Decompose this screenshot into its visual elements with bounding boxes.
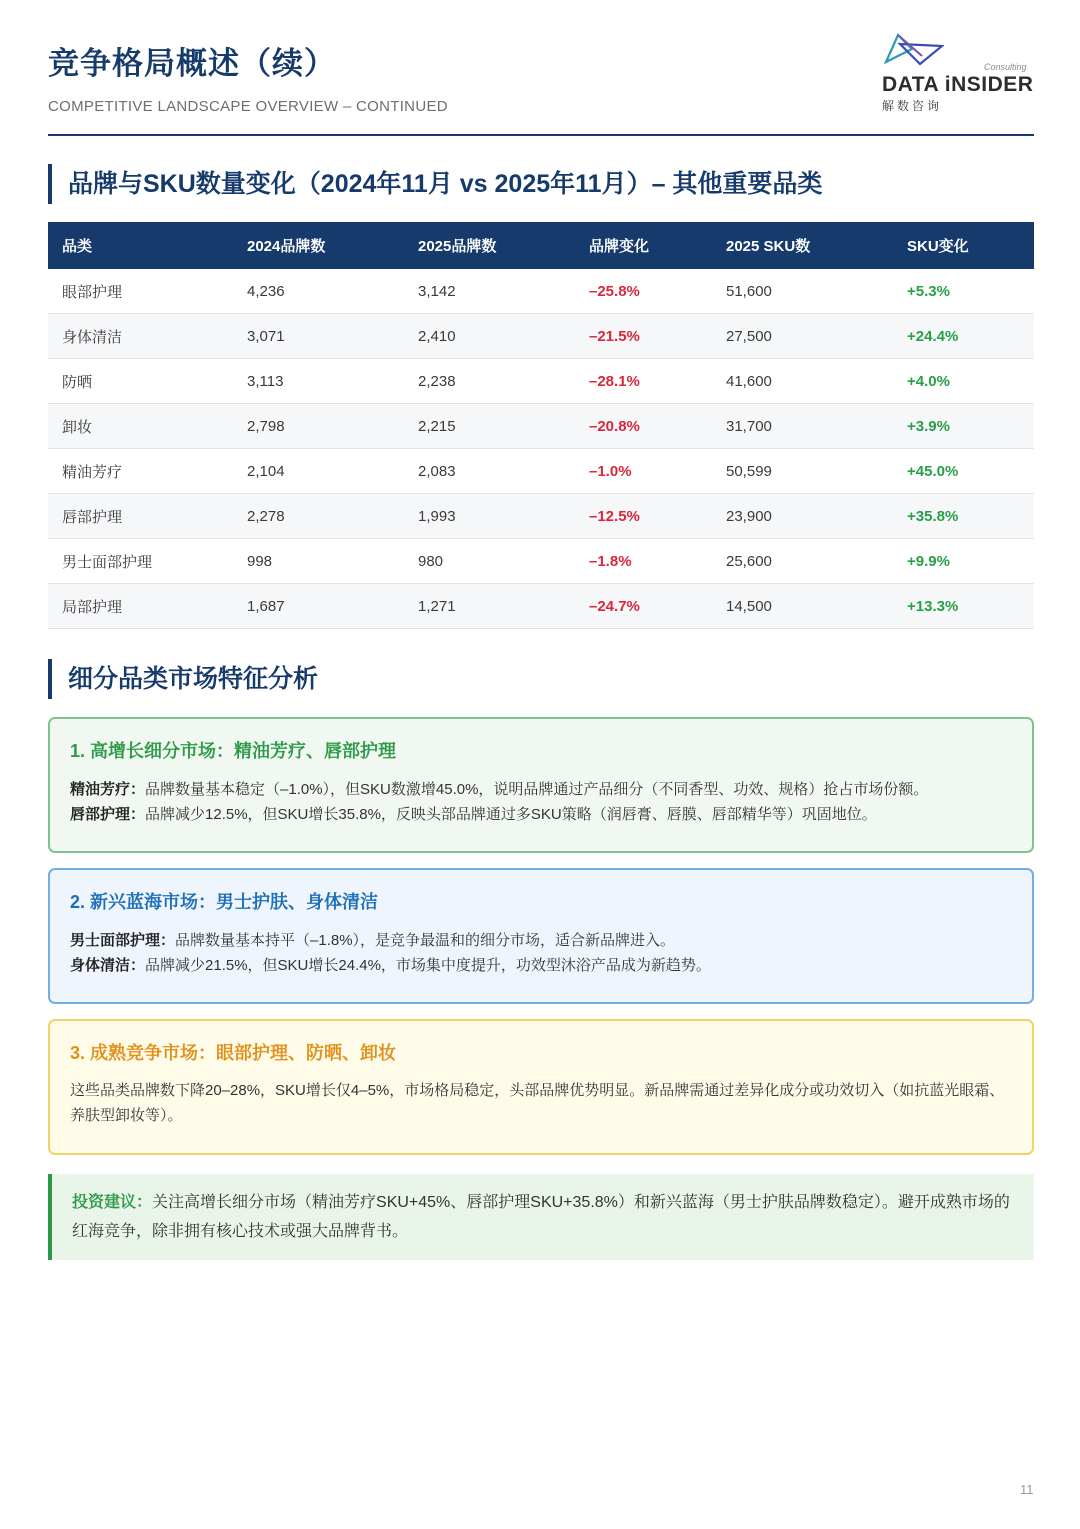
cell-brand-change: –25.8% bbox=[575, 269, 712, 314]
logo-consulting-text: Consulting bbox=[984, 62, 1027, 72]
table-row bbox=[48, 584, 1034, 629]
data-insider-logo bbox=[880, 32, 1035, 114]
cell-brand-change: –28.1% bbox=[575, 359, 712, 404]
cell-brands-2025: 3,142 bbox=[404, 269, 575, 314]
cell-brands-2024: 3,071 bbox=[233, 314, 404, 359]
cell-brands-2024: 1,687 bbox=[233, 584, 404, 629]
card-title: 2. 新兴蓝海市场：男士护肤、身体清洁 bbox=[70, 892, 379, 912]
table-header-row bbox=[48, 222, 1034, 269]
cell-sku-change: +35.8% bbox=[893, 494, 1034, 539]
column-header-brands-2025: 2025品牌数 bbox=[404, 222, 575, 269]
table-row bbox=[48, 269, 1034, 314]
investment-advice-box bbox=[48, 1174, 1034, 1260]
cell-brand-change: –20.8% bbox=[575, 404, 712, 449]
table-row bbox=[48, 314, 1034, 359]
cell-sku-2025: 31,700 bbox=[712, 404, 893, 449]
header-divider bbox=[48, 134, 1034, 136]
cell-category: 唇部护理 bbox=[48, 494, 233, 539]
cell-category: 眼部护理 bbox=[48, 269, 233, 314]
line-text: 品牌数量基本稳定（–1.0%），但SKU数激增45.0%，说明品牌通过产品细分（不同香型、功效、规格）抢占市场份额。 bbox=[145, 781, 929, 798]
cell-sku-change: +3.9% bbox=[893, 404, 1034, 449]
column-header-category: 品类 bbox=[48, 222, 233, 269]
cell-brands-2024: 2,278 bbox=[233, 494, 404, 539]
card-body bbox=[70, 777, 1008, 827]
line-label: 身体清洁： bbox=[70, 957, 146, 974]
card-line bbox=[70, 953, 1008, 978]
line-label: 精油芳疗： bbox=[70, 781, 146, 798]
brand-sku-table bbox=[48, 222, 1034, 629]
cell-category: 男士面部护理 bbox=[48, 539, 233, 584]
logo-chinese-name: 解数咨询 bbox=[882, 99, 943, 113]
cell-brands-2024: 4,236 bbox=[233, 269, 404, 314]
cell-category: 防晒 bbox=[48, 359, 233, 404]
analysis-section-heading: 细分品类市场特征分析 bbox=[48, 659, 318, 699]
cell-category: 卸妆 bbox=[48, 404, 233, 449]
cell-sku-change: +13.3% bbox=[893, 584, 1034, 629]
cell-brand-change: –24.7% bbox=[575, 584, 712, 629]
cell-sku-2025: 41,600 bbox=[712, 359, 893, 404]
column-header-brands-2024: 2024品牌数 bbox=[233, 222, 404, 269]
cell-category: 局部护理 bbox=[48, 584, 233, 629]
cell-brands-2024: 998 bbox=[233, 539, 404, 584]
cell-brands-2025: 980 bbox=[404, 539, 575, 584]
cell-sku-change: +4.0% bbox=[893, 359, 1034, 404]
table-body bbox=[48, 269, 1034, 629]
card-title: 3. 成熟竞争市场：眼部护理、防晒、卸妆 bbox=[70, 1043, 397, 1063]
card-title: 1. 高增长细分市场：精油芳疗、唇部护理 bbox=[70, 741, 397, 761]
cell-brand-change: –1.8% bbox=[575, 539, 712, 584]
cell-sku-change: +9.9% bbox=[893, 539, 1034, 584]
cell-category: 精油芳疗 bbox=[48, 449, 233, 494]
cell-brands-2025: 2,410 bbox=[404, 314, 575, 359]
card-body bbox=[70, 928, 1008, 978]
cell-sku-2025: 51,600 bbox=[712, 269, 893, 314]
table-row bbox=[48, 539, 1034, 584]
cell-sku-2025: 14,500 bbox=[712, 584, 893, 629]
cell-sku-2025: 25,600 bbox=[712, 539, 893, 584]
logo-wordmark: DATA iNSIDER bbox=[882, 73, 1034, 96]
line-label: 唇部护理： bbox=[70, 806, 146, 823]
card-line bbox=[70, 802, 1008, 827]
cell-brands-2024: 3,113 bbox=[233, 359, 404, 404]
line-text: 品牌减少21.5%，但SKU增长24.4%，市场集中度提升，功效型沐浴产品成为新趋势。 bbox=[145, 957, 711, 974]
cell-brands-2025: 2,238 bbox=[404, 359, 575, 404]
line-label: 男士面部护理： bbox=[70, 932, 176, 949]
mature-market-card bbox=[48, 1019, 1034, 1155]
cell-brands-2025: 2,083 bbox=[404, 449, 575, 494]
cell-brand-change: –1.0% bbox=[575, 449, 712, 494]
cell-brands-2024: 2,798 bbox=[233, 404, 404, 449]
cell-sku-change: +45.0% bbox=[893, 449, 1034, 494]
page-subtitle: COMPETITIVE LANDSCAPE OVERVIEW – CONTINUED bbox=[48, 98, 448, 115]
cell-sku-2025: 50,599 bbox=[712, 449, 893, 494]
advice-label: 投资建议： bbox=[72, 1194, 153, 1211]
cell-sku-change: +24.4% bbox=[893, 314, 1034, 359]
column-header-sku-change: SKU变化 bbox=[893, 222, 1034, 269]
cell-brand-change: –21.5% bbox=[575, 314, 712, 359]
card-line bbox=[70, 777, 1008, 802]
table-row bbox=[48, 404, 1034, 449]
table-row bbox=[48, 494, 1034, 539]
cell-sku-2025: 27,500 bbox=[712, 314, 893, 359]
table-row bbox=[48, 449, 1034, 494]
blue-ocean-card bbox=[48, 868, 1034, 1004]
cell-sku-2025: 23,900 bbox=[712, 494, 893, 539]
cell-brands-2024: 2,104 bbox=[233, 449, 404, 494]
table-section-heading: 品牌与SKU数量变化（2024年11月 vs 2025年11月）– 其他重要品类 bbox=[48, 164, 822, 204]
column-header-sku-2025: 2025 SKU数 bbox=[712, 222, 893, 269]
cell-brands-2025: 1,993 bbox=[404, 494, 575, 539]
advice-text: 关注高增长细分市场（精油芳疗SKU+45%、唇部护理SKU+35.8%）和新兴蓝海（男士护肤品牌数稳定）。避开成熟市场的红海竞争，除非拥有核心技术或强大品牌背书。 bbox=[72, 1194, 1010, 1240]
page-number: 11 bbox=[1020, 1482, 1034, 1497]
card-line bbox=[70, 928, 1008, 953]
high-growth-card bbox=[48, 717, 1034, 853]
cell-brands-2025: 2,215 bbox=[404, 404, 575, 449]
table-row bbox=[48, 359, 1034, 404]
cell-category: 身体清洁 bbox=[48, 314, 233, 359]
page-title: 竞争格局概述（续） bbox=[48, 46, 336, 81]
logo-triangle-icon bbox=[882, 32, 944, 66]
cell-brand-change: –12.5% bbox=[575, 494, 712, 539]
card-body: 这些品类品牌数下降20–28%，SKU增长仅4–5%，市场格局稳定，头部品牌优势明显。新品牌需通过差异化成分或功效切入（如抗蓝光眼霜、养肤型卸妆等）。 bbox=[70, 1082, 1005, 1124]
cell-sku-change: +5.3% bbox=[893, 269, 1034, 314]
cell-brands-2025: 1,271 bbox=[404, 584, 575, 629]
line-text: 品牌减少12.5%，但SKU增长35.8%，反映头部品牌通过多SKU策略（润唇膏、唇膜、唇部精华等）巩固地位。 bbox=[145, 806, 877, 823]
column-header-brand-change: 品牌变化 bbox=[575, 222, 712, 269]
line-text: 品牌数量基本持平（–1.8%），是竞争最温和的细分市场，适合新品牌进入。 bbox=[175, 932, 676, 949]
